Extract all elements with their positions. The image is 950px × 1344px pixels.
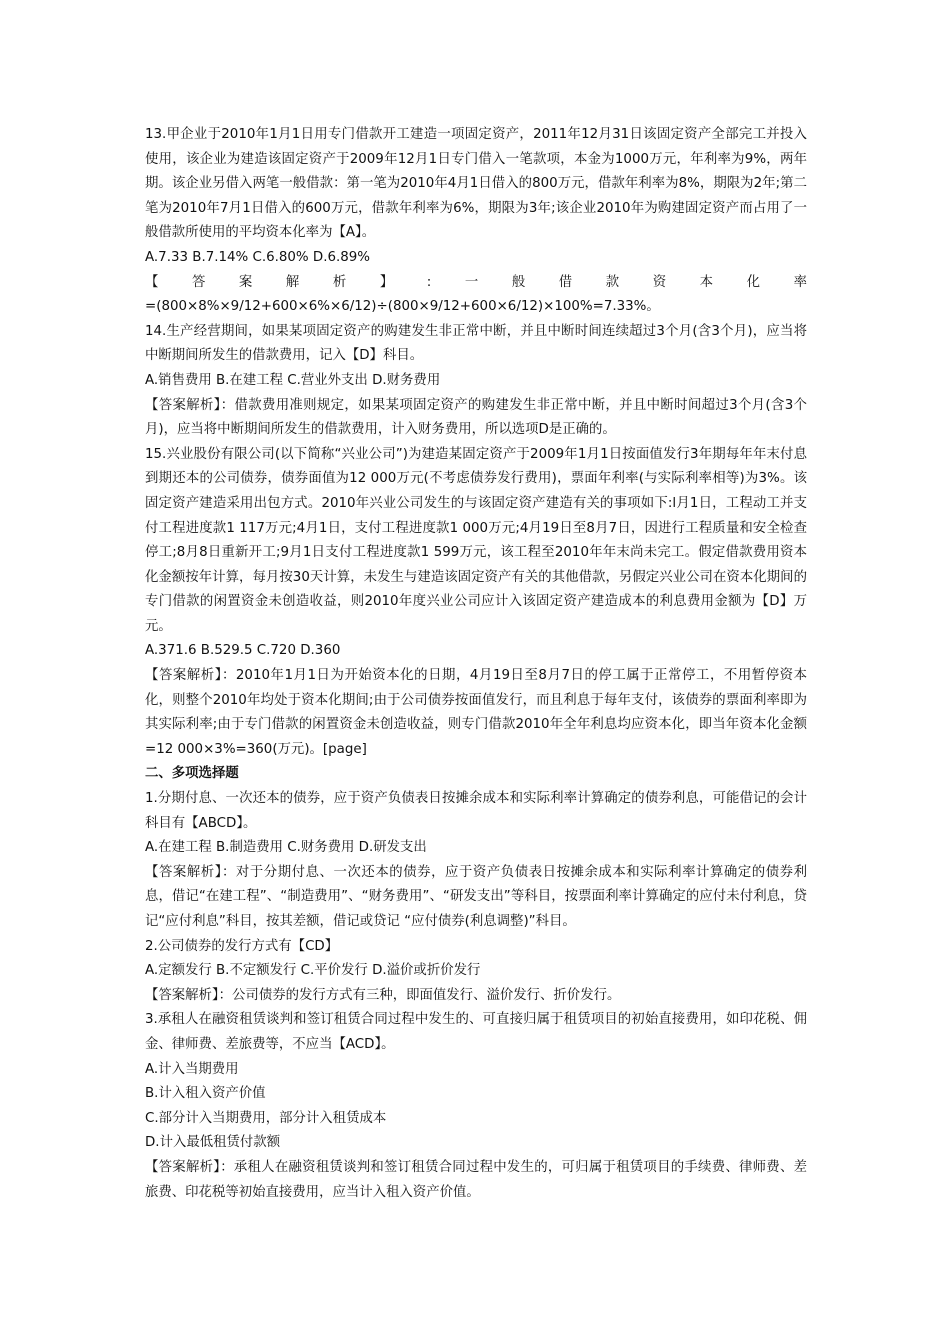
- question-14: 14.生产经营期间，如果某项固定资产的购建发生非正常中断，并且中断时间连续超过3个月(含3个月)，应当将中断期间所发生的借款费用，记入【D】科目。: [145, 323, 807, 364]
- question-15: 15.兴业股份有限公司(以下简称“兴业公司”)为建造某固定资产于2009年1月1日按面值发行3年期每年年末付息到期还本的公司债券，债券面值为12 000万元(不考虑债券发行费用)，票面年利率(与实际利率相等)为3%。该固定资产建造采用出包方式。2010年兴业公司发生的与该固定资产建造有关的事项如下:l月1日，工程动工并支付工程进度款1 117万元;4月1日，支付工程进度款1 000万元;4月19日至8月7日，因进行工程质量和安全检查停工;8月8日重新开工;9月1日支付工程进度款1 599万元，该工程至2010年年末尚未完工。假定借款费用资本化金额按年计算，每月按30天计算，未发生与建造该固定资产有关的其他借款，另假定兴业公司在资本化期间的专门借款的闲置资金未创造收益，则2010年度兴业公司应计入该固定资产建造成本的利息费用金额为【D】万元。: [145, 446, 807, 634]
- section-heading-multiple-choice: 二、多项选择题: [145, 766, 239, 782]
- multi-question-2: 2.公司债券的发行方式有【CD】: [145, 938, 339, 954]
- document-page: [145, 123, 807, 1205]
- answer-13-label: 【答案解析】:一般借款资本化率: [145, 274, 807, 290]
- question-13-options: A.7.33 B.7.14% C.6.80% D.6.89%: [145, 249, 370, 265]
- multi-question-3-option-b: B.计入租入资产价值: [145, 1086, 266, 1102]
- answer-15: 【答案解析】：2010年1月1日为开始资本化的日期，4月19日至8月7日的停工属于正常停工，不用暂停资本化，则整个2010年均处于资本化期间;由于公司债券按面值发行，而且利息于每年支付，该债券的票面利率即为其实际利率;由于专门借款的闲置资金未创造收益，则专门借款2010年全年利息均应资本化，即当年资本化金额=12 000×3%=360(万元)。[page]: [145, 668, 807, 757]
- multi-answer-1: 【答案解析】：对于分期付息、一次还本的债券，应于资产负债表日按摊余成本和实际利率计算确定的债券利息，借记“在建工程”、“制造费用”、“财务费用”、“研发支出”等科目，按票面利率计算确定的应付未付利息，贷记“应付利息”科目，按其差额，借记或贷记 “应付债券(利息调整)”科目。: [145, 864, 807, 929]
- question-13: 13.甲企业于2010年1月1日用专门借款开工建造一项固定资产，2011年12月31日该固定资产全部完工并投入使用，该企业为建造该固定资产于2009年12月1日专门借入一笔款项，本金为1000万元，年利率为9%，两年期。该企业另借入两笔一般借款：第一笔为2010年4月1日借入的800万元，借款年利率为8%，期限为2年;第二笔为2010年7月1日借入的600万元，借款年利率为6%，期限为3年;该企业2010年为购建固定资产而占用了一般借款所使用的平均资本化率为【A】。: [145, 127, 807, 241]
- multi-question-3-option-a: A.计入当期费用: [145, 1061, 239, 1077]
- multi-question-1-options: A.在建工程 B.制造费用 C.财务费用 D.研发支出: [145, 840, 427, 856]
- question-14-options: A.销售费用 B.在建工程 C.营业外支出 D.财务费用: [145, 372, 441, 388]
- answer-13-formula: =(800×8%×9/12+600×6%×6/12)÷(800×9/12+600×6/12)×100%=7.33%。: [145, 299, 660, 315]
- multi-answer-3: 【答案解析】：承租人在融资租赁谈判和签订租赁合同过程中发生的，可归属于租赁项目的手续费、律师费、差旅费、印花税等初始直接费用，应当计入租入资产价值。: [145, 1159, 807, 1200]
- multi-question-3-option-d: D.计入最低租赁付款额: [145, 1135, 281, 1151]
- question-15-options: A.371.6 B.529.5 C.720 D.360: [145, 643, 341, 659]
- multi-question-2-options: A.定额发行 B.不定额发行 C.平价发行 D.溢价或折价发行: [145, 963, 481, 979]
- multi-answer-2: 【答案解析】：公司债券的发行方式有三种，即面值发行、溢价发行、折价发行。: [145, 987, 621, 1003]
- answer-14: 【答案解析】：借款费用准则规定，如果某项固定资产的购建发生非正常中断，并且中断时间超过3个月(含3个月)，应当将中断期间所发生的借款费用，计入财务费用，所以选项D是正确的。: [145, 397, 807, 438]
- multi-question-3: 3.承租人在融资租赁谈判和签订租赁合同过程中发生的、可直接归属于租赁项目的初始直接费用，如印花税、佣金、律师费、差旅费等，不应当【ACD】。: [145, 1012, 807, 1052]
- multi-question-1: 1.分期付息、一次还本的债券，应于资产负债表日按摊余成本和实际利率计算确定的债券利息，可能借记的会计科目有【ABCD】。: [145, 791, 807, 831]
- multi-question-3-option-c: C.部分计入当期费用，部分计入租赁成本: [145, 1110, 387, 1126]
